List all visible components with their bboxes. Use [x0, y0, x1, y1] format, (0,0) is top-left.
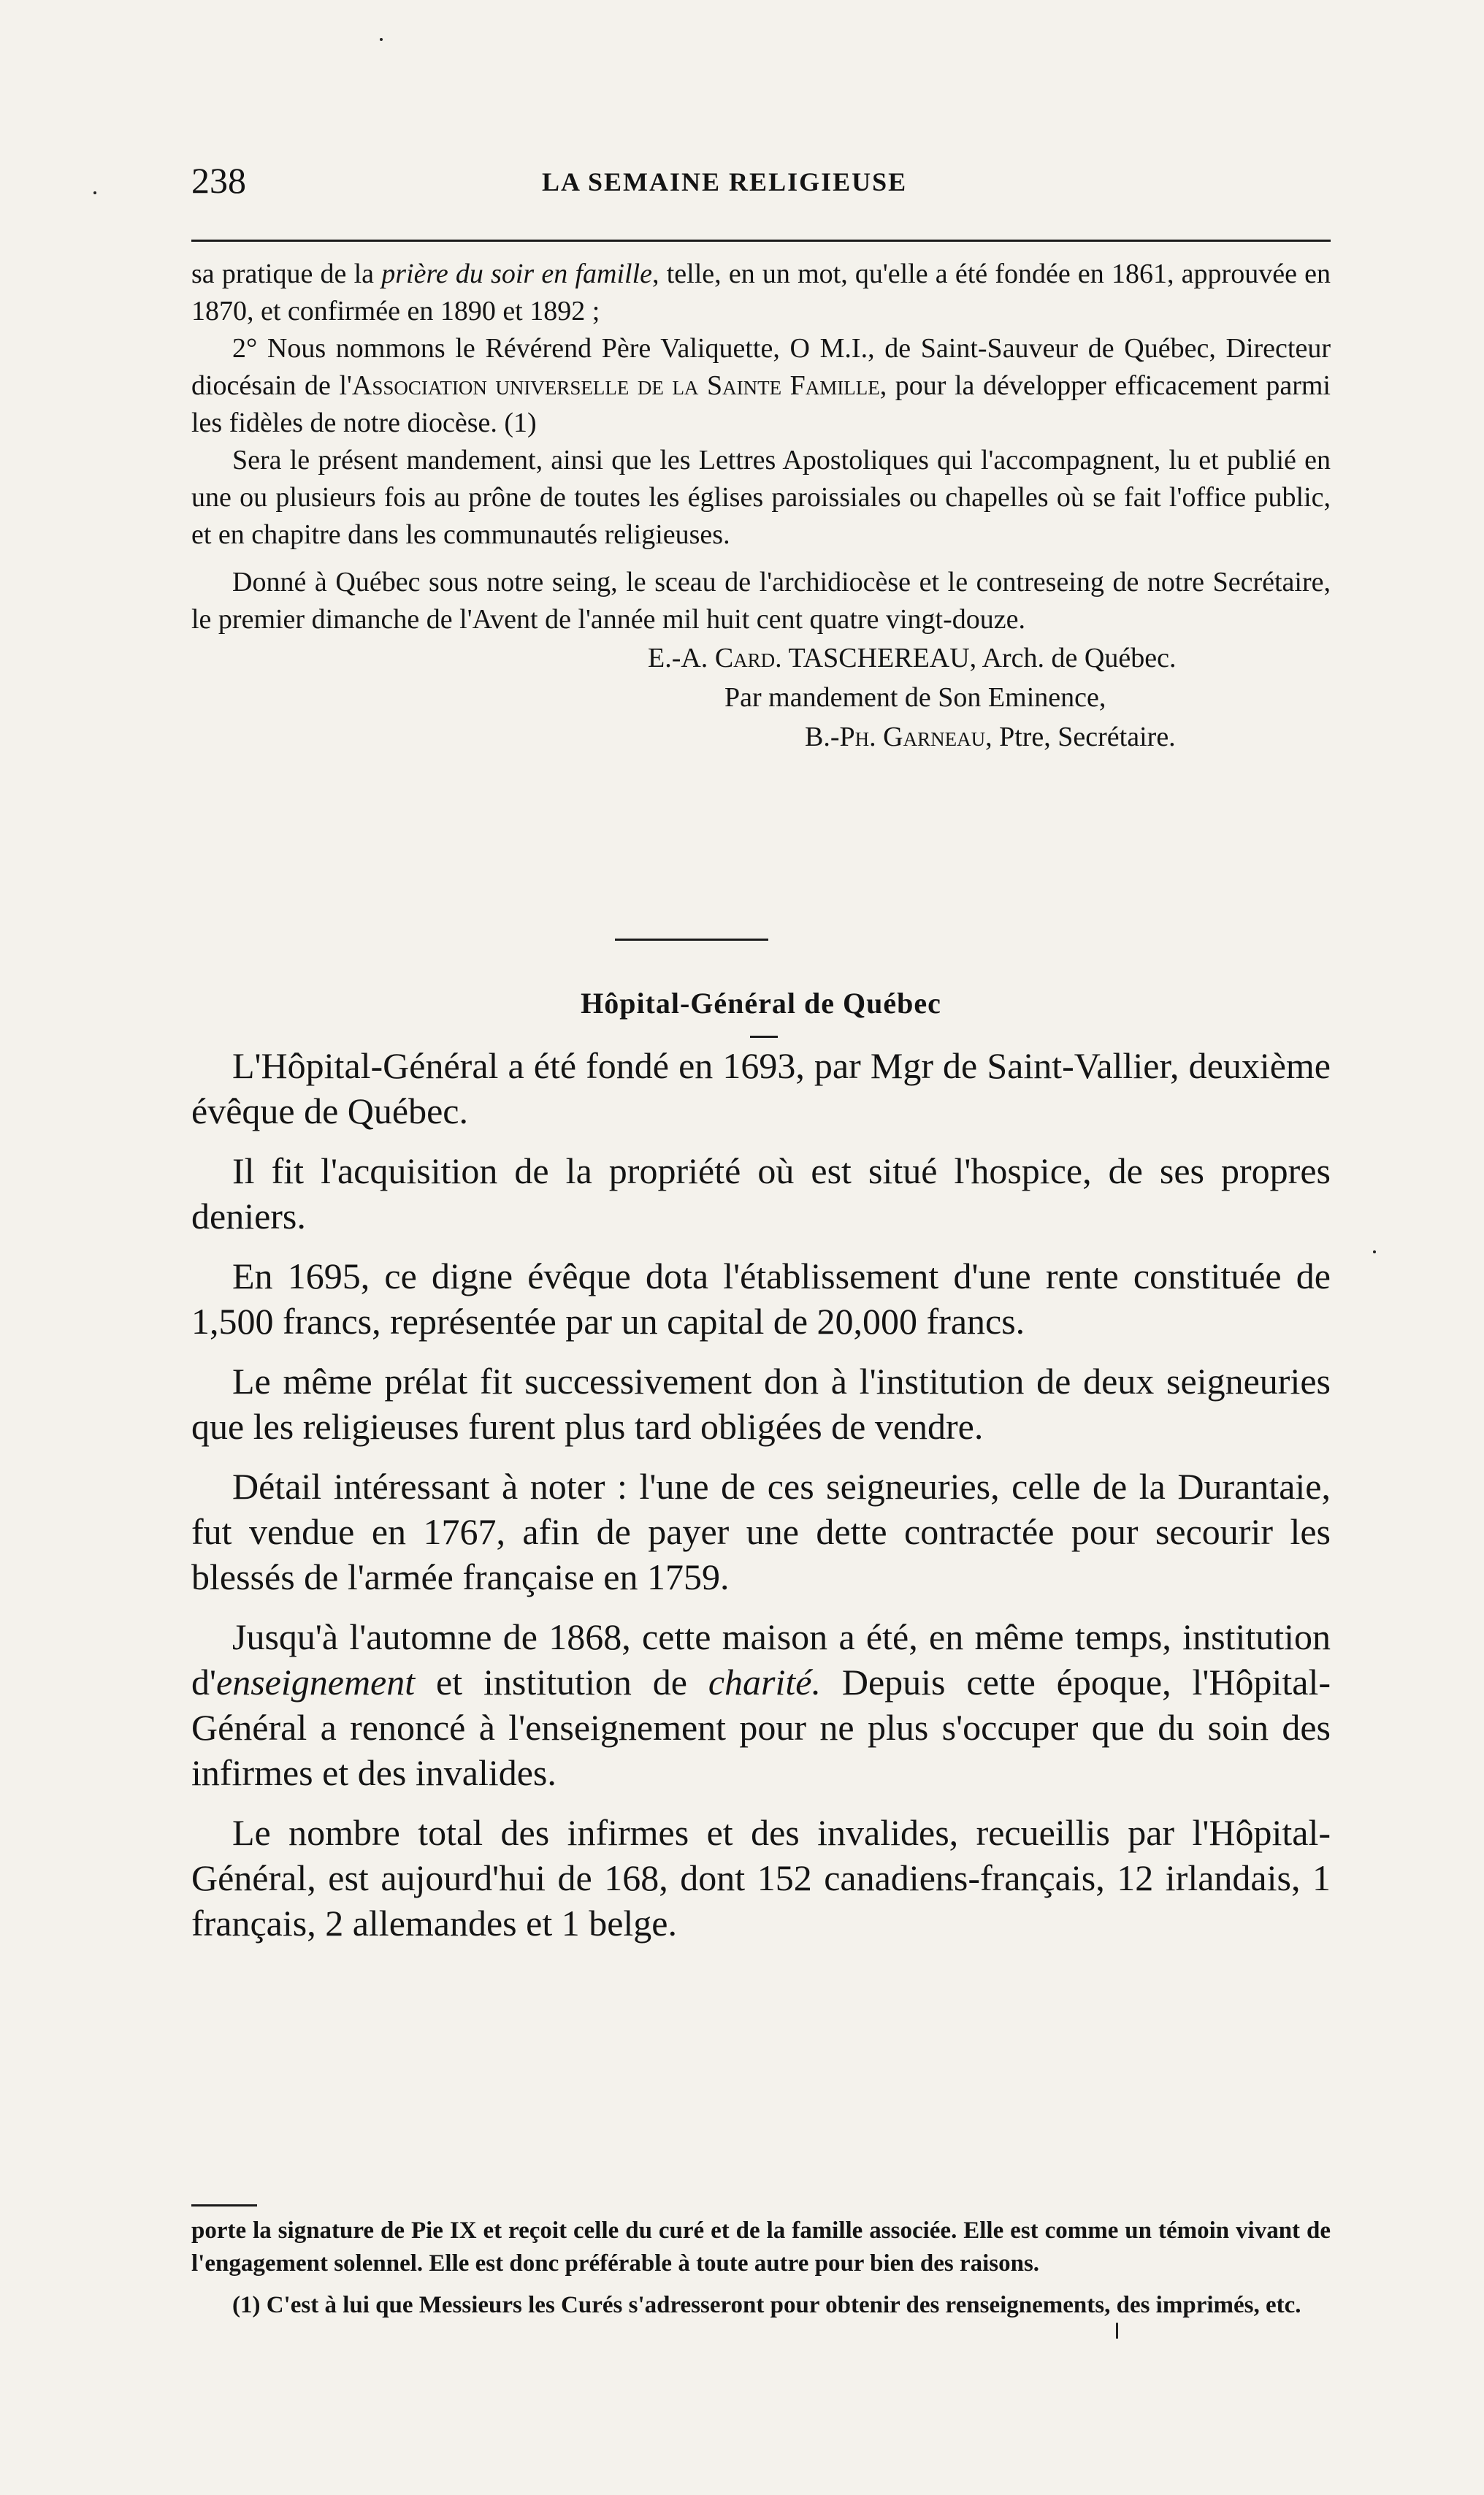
paper-speck — [1116, 2323, 1118, 2339]
running-head: LA SEMAINE RELIGIEUSE — [542, 167, 908, 196]
page-header — [191, 146, 1331, 203]
article-paragraph-1: L'Hôpital-Général a été fondé en 1693, par Mgr de Saint-Vallier, deuxième évêque de Québec. — [191, 1045, 1331, 1131]
page-number: 238 — [191, 160, 246, 201]
mandement-section — [191, 256, 1331, 757]
header-rule — [191, 240, 1331, 242]
article-paragraph-4: Le même prélat fit successivement don à l'institution de deux seigneuries que les religieuses furent plus tard obligées de vendre. — [191, 1361, 1331, 1447]
section-divider — [615, 939, 768, 941]
paper-speck — [1373, 1250, 1376, 1253]
footnotes — [191, 2215, 1331, 2331]
article-paragraph-6: Jusqu'à l'automne de 1868, cette maison a été, en même temps, institution d'enseignement et institution de charité. Depuis cette époque, l'Hôpital-Général a renoncé à l'enseignement pour ne plus s'occuper que du soin des infirmes et des invalides. — [191, 1616, 1331, 1793]
mandement-paragraph-1: sa pratique de la prière du soir en famille, telle, en un mot, qu'elle a été fondée en 1861, approuvée en 1870, et confirmée en 1890 et 1892 ; — [191, 259, 1331, 326]
signature-line-2: Par mandement de Son Eminence, — [724, 682, 1106, 713]
article-title: Hôpital-Général de Québec — [581, 987, 941, 1020]
paper-speck — [380, 38, 383, 41]
mandement-paragraph-4: Donné à Québec sous notre seing, le sceau de l'archidiocèse et le contreseing de notre Secrétaire, le premier dimanche de l'Avent de l'année mil huit cent quatre vingt-douze. — [191, 567, 1331, 635]
footnote-1: (1) C'est à lui que Messieurs les Curés s'adresseront pour obtenir des renseignements, des imprimés, etc. — [232, 2292, 1301, 2318]
title-dash — [750, 1036, 778, 1038]
article-paragraph-7: Le nombre total des infirmes et des invalides, recueillis par l'Hôpital-Général, est aujourd'hui de 168, dont 152 canadiens-français, 12 irlandais, 1 français, 2 allemandes et 1 belge. — [191, 1812, 1331, 1944]
signature-line-1: E.-A. Card. TASCHEREAU, Arch. de Québec. — [648, 643, 1177, 673]
mandement-paragraph-3: Sera le présent mandement, ainsi que les Lettres Apostoliques qui l'accompagnent, lu et publié en une ou plusieurs fois au prône de toutes les églises paroissiales ou chapelles où se fait l'office public, et en chapitre dans les communautés religieuses. — [191, 445, 1331, 550]
footnote-rule — [191, 2204, 257, 2206]
article-body — [191, 1043, 1331, 1960]
article-paragraph-5: Détail intéressant à noter : l'une de ces seigneuries, celle de la Durantaie, fut vendue en 1767, afin de payer une dette contractée pour secourir les blessés de l'armée française en 1759. — [191, 1466, 1331, 1597]
paper-speck — [93, 191, 96, 194]
article-paragraph-2: Il fit l'acquisition de la propriété où est situé l'hospice, de ses propres deniers. — [191, 1150, 1331, 1237]
page — [191, 146, 1331, 2318]
signature-line-3: B.-Ph. Garneau, Ptre, Secrétaire. — [805, 722, 1176, 752]
mandement-paragraph-2: 2° Nous nommons le Révérend Père Valiquette, O M.I., de Saint-Sauveur de Québec, Directeur diocésain de l'Association universelle de la Sainte Famille, pour la développer efficacement parmi les fidèles de notre diocèse. (1) — [191, 333, 1331, 438]
article-paragraph-3: En 1695, ce digne évêque dota l'établissement d'une rente constituée de 1,500 francs, représentée par un capital de 20,000 francs. — [191, 1256, 1331, 1342]
footnote-continuation: porte la signature de Pie IX et reçoit celle du curé et de la famille associée. Elle est comme un témoin vivant de l'engagement solennel. Elle est donc préférable à toute autre pour bien des raisons. — [191, 2217, 1331, 2277]
